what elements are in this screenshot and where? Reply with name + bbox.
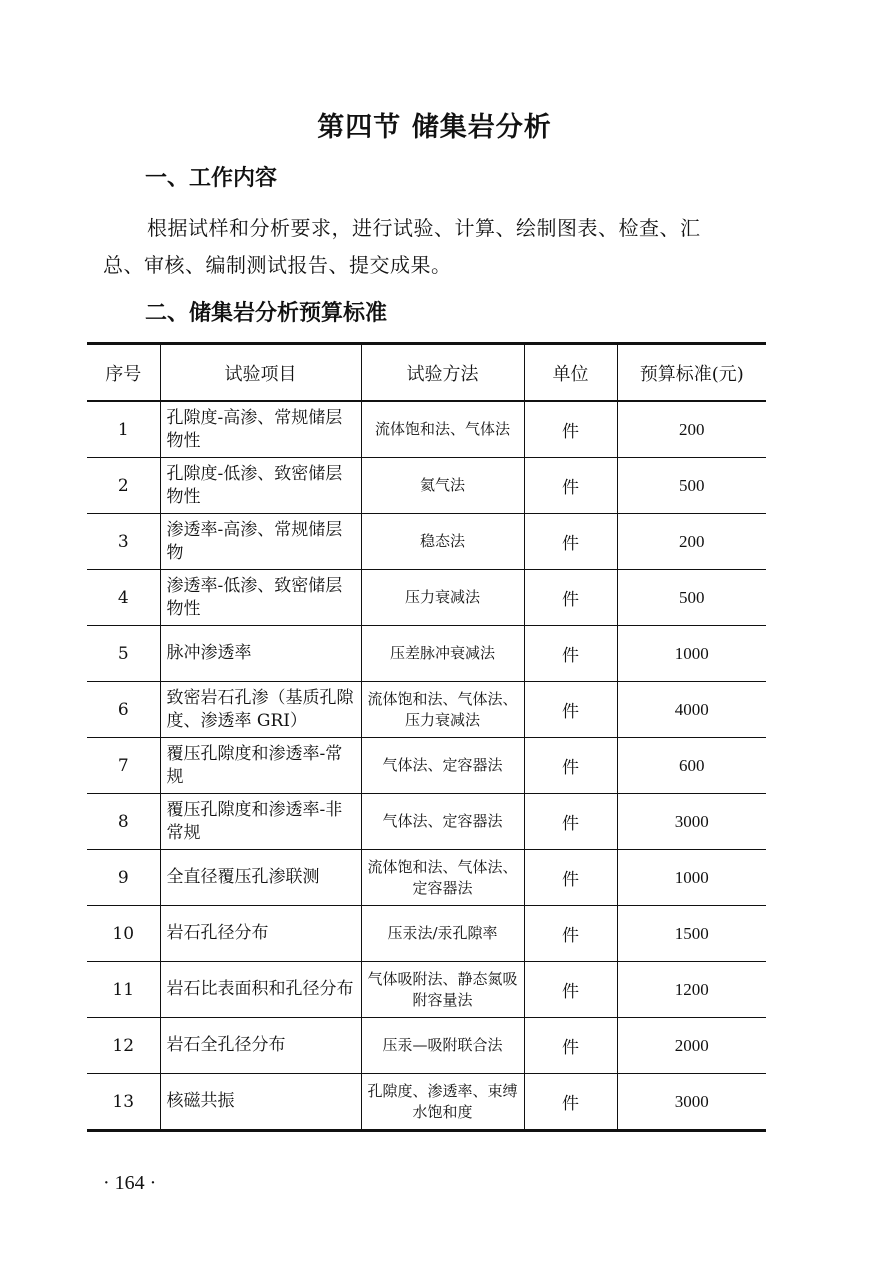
cell-item: 致密岩石孔渗（基质孔隙度、渗透率 GRI） xyxy=(160,682,361,738)
cell-item: 岩石比表面积和孔径分布 xyxy=(160,962,361,1018)
cell-price: 2000 xyxy=(617,1018,766,1074)
cell-method: 压差脉冲衰减法 xyxy=(361,626,524,682)
header-price: 预算标准(元) xyxy=(617,344,766,402)
cell-unit: 件 xyxy=(524,626,617,682)
cell-price: 500 xyxy=(617,458,766,514)
cell-method: 压力衰减法 xyxy=(361,570,524,626)
cell-method: 气体吸附法、静态氮吸附容量法 xyxy=(361,962,524,1018)
page-number: · 164 · xyxy=(103,1172,157,1194)
section-heading-work-content: 一、工作内容 xyxy=(145,166,278,191)
cell-method: 稳态法 xyxy=(361,514,524,570)
cell-method: 气体法、定容器法 xyxy=(361,738,524,794)
cell-method: 流体饱和法、气体法、压力衰减法 xyxy=(361,682,524,738)
cell-unit: 件 xyxy=(524,570,617,626)
cell-method: 气体法、定容器法 xyxy=(361,794,524,850)
table-row xyxy=(87,682,766,738)
paragraph-line-1: 根据试样和分析要求，进行试验、计算、绘制图表、检查、汇 xyxy=(147,216,701,240)
cell-price: 1000 xyxy=(617,850,766,906)
cell-method: 流体饱和法、气体法、定容器法 xyxy=(361,850,524,906)
cell-unit: 件 xyxy=(524,794,617,850)
table-row xyxy=(87,401,766,458)
cell-item: 渗透率-低渗、致密储层物性 xyxy=(160,570,361,626)
cell-unit: 件 xyxy=(524,458,617,514)
cell-item: 孔隙度-低渗、致密储层物性 xyxy=(160,458,361,514)
table-row xyxy=(87,626,766,682)
table-header-row xyxy=(87,344,766,402)
header-item: 试验项目 xyxy=(160,344,361,402)
cell-no: 9 xyxy=(87,850,160,906)
cell-unit: 件 xyxy=(524,1074,617,1131)
cell-item: 岩石孔径分布 xyxy=(160,906,361,962)
cell-unit: 件 xyxy=(524,738,617,794)
cell-no: 5 xyxy=(87,626,160,682)
header-method: 试验方法 xyxy=(361,344,524,402)
cell-method: 孔隙度、渗透率、束缚水饱和度 xyxy=(361,1074,524,1131)
cell-unit: 件 xyxy=(524,850,617,906)
cell-no: 11 xyxy=(87,962,160,1018)
cell-method: 氦气法 xyxy=(361,458,524,514)
cell-method: 流体饱和法、气体法 xyxy=(361,401,524,458)
cell-item: 岩石全孔径分布 xyxy=(160,1018,361,1074)
cell-no: 10 xyxy=(87,906,160,962)
cell-price: 500 xyxy=(617,570,766,626)
cell-no: 12 xyxy=(87,1018,160,1074)
cell-price: 3000 xyxy=(617,1074,766,1131)
cell-item: 核磁共振 xyxy=(160,1074,361,1131)
cell-unit: 件 xyxy=(524,962,617,1018)
cell-price: 600 xyxy=(617,738,766,794)
table-row xyxy=(87,458,766,514)
cell-no: 7 xyxy=(87,738,160,794)
cell-item: 渗透率-高渗、常规储层物 xyxy=(160,514,361,570)
cell-price: 3000 xyxy=(617,794,766,850)
header-unit: 单位 xyxy=(524,344,617,402)
table-row xyxy=(87,906,766,962)
cell-price: 200 xyxy=(617,401,766,458)
table-row xyxy=(87,738,766,794)
table-row xyxy=(87,1074,766,1131)
page-title: 第四节 储集岩分析 xyxy=(317,112,552,143)
cell-item: 全直径覆压孔渗联测 xyxy=(160,850,361,906)
header-no: 序号 xyxy=(87,344,160,402)
cell-price: 4000 xyxy=(617,682,766,738)
table-row xyxy=(87,570,766,626)
cell-no: 8 xyxy=(87,794,160,850)
cell-item: 覆压孔隙度和渗透率-常规 xyxy=(160,738,361,794)
cell-method: 压汞法/汞孔隙率 xyxy=(361,906,524,962)
cell-unit: 件 xyxy=(524,906,617,962)
cell-unit: 件 xyxy=(524,1018,617,1074)
table-row xyxy=(87,794,766,850)
cell-price: 200 xyxy=(617,514,766,570)
cell-no: 13 xyxy=(87,1074,160,1131)
table-row xyxy=(87,514,766,570)
cell-no: 2 xyxy=(87,458,160,514)
cell-unit: 件 xyxy=(524,514,617,570)
budget-table xyxy=(87,342,766,1132)
cell-no: 1 xyxy=(87,401,160,458)
cell-price: 1200 xyxy=(617,962,766,1018)
cell-no: 6 xyxy=(87,682,160,738)
cell-item: 脉冲渗透率 xyxy=(160,626,361,682)
cell-method: 压汞—吸附联合法 xyxy=(361,1018,524,1074)
cell-item: 覆压孔隙度和渗透率-非常规 xyxy=(160,794,361,850)
cell-no: 3 xyxy=(87,514,160,570)
table-row xyxy=(87,962,766,1018)
cell-unit: 件 xyxy=(524,401,617,458)
cell-price: 1500 xyxy=(617,906,766,962)
cell-item: 孔隙度-高渗、常规储层物性 xyxy=(160,401,361,458)
table-row xyxy=(87,850,766,906)
cell-no: 4 xyxy=(87,570,160,626)
cell-unit: 件 xyxy=(524,682,617,738)
paragraph-line-2: 总、审核、编制测试报告、提交成果。 xyxy=(103,253,452,277)
section-heading-budget-standard: 二、储集岩分析预算标准 xyxy=(145,301,388,326)
cell-price: 1000 xyxy=(617,626,766,682)
table-row xyxy=(87,1018,766,1074)
